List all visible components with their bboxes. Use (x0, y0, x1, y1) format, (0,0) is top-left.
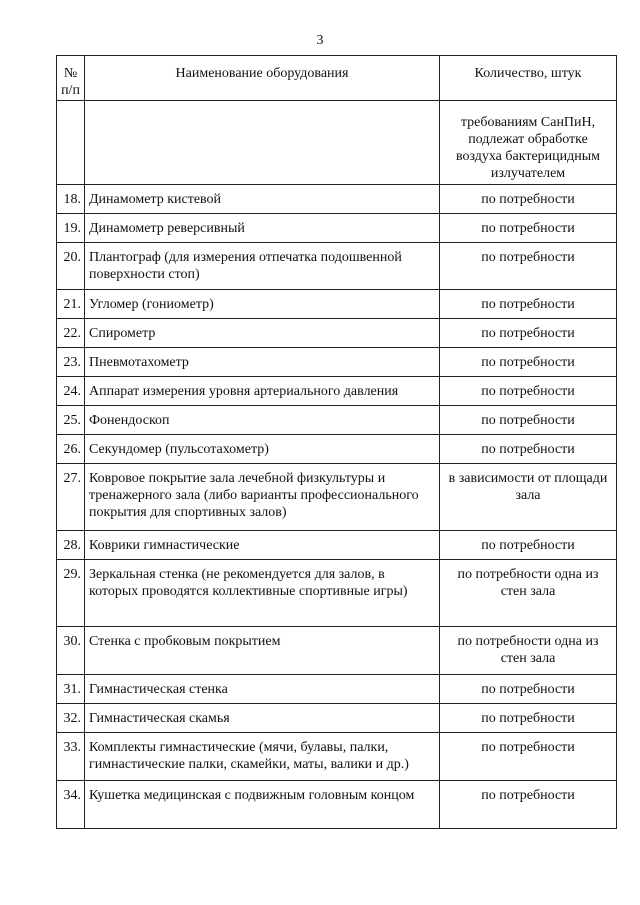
table-row (57, 560, 617, 627)
row-number: 31. (57, 675, 85, 704)
equipment-name: Плантограф (для измерения отпечатка подошвенной поверхности стоп) (85, 243, 440, 290)
continuation-name-cell (85, 101, 440, 185)
equipment-name: Стенка с пробковым покрытием (85, 627, 440, 675)
equipment-name: Зеркальная стенка (не рекомендуется для залов, в которых проводятся коллективные спортивные игры) (85, 560, 440, 627)
table-row (57, 531, 617, 560)
row-number: 19. (57, 214, 85, 243)
row-number: 26. (57, 435, 85, 464)
header-name: Наименование оборудования (85, 56, 440, 101)
row-number: 32. (57, 704, 85, 733)
equipment-quantity: по потребности (440, 733, 617, 781)
table-row (57, 243, 617, 290)
table-row-continuation (57, 101, 617, 185)
table-row (57, 214, 617, 243)
table-row (57, 733, 617, 781)
row-number: 21. (57, 290, 85, 319)
equipment-name: Гимнастическая скамья (85, 704, 440, 733)
equipment-quantity: по потребности (440, 243, 617, 290)
equipment-name: Спирометр (85, 319, 440, 348)
table-row (57, 704, 617, 733)
row-number: 30. (57, 627, 85, 675)
row-number: 33. (57, 733, 85, 781)
equipment-quantity: по потребности (440, 781, 617, 829)
equipment-quantity: по потребности (440, 704, 617, 733)
row-number: 20. (57, 243, 85, 290)
page-number: 3 (316, 33, 324, 48)
equipment-name: Динамометр кистевой (85, 185, 440, 214)
equipment-quantity: по потребности (440, 290, 617, 319)
equipment-quantity: по потребности (440, 214, 617, 243)
equipment-name: Ковровое покрытие зала лечебной физкультуры и тренажерного зала (либо варианты профессионального покрытия для спортивных залов) (85, 464, 440, 531)
table-header-row (57, 56, 617, 101)
row-number: 22. (57, 319, 85, 348)
continuation-number-cell (57, 101, 85, 185)
equipment-quantity: по потребности (440, 675, 617, 704)
equipment-name: Коврики гимнастические (85, 531, 440, 560)
equipment-name: Фонендоскоп (85, 406, 440, 435)
table-row (57, 675, 617, 704)
equipment-name: Пневмотахометр (85, 348, 440, 377)
table-row (57, 627, 617, 675)
row-number: 24. (57, 377, 85, 406)
equipment-name: Аппарат измерения уровня артериального давления (85, 377, 440, 406)
table-row (57, 435, 617, 464)
equipment-table (56, 55, 617, 829)
equipment-name: Динамометр реверсивный (85, 214, 440, 243)
equipment-quantity: по потребности (440, 319, 617, 348)
row-number: 27. (57, 464, 85, 531)
equipment-quantity: по потребности (440, 406, 617, 435)
equipment-quantity: по потребности (440, 531, 617, 560)
table-row (57, 781, 617, 829)
equipment-quantity: по потребности (440, 377, 617, 406)
equipment-quantity: в зависимости от площади зала (440, 464, 617, 531)
equipment-quantity: по потребности одна из стен зала (440, 627, 617, 675)
row-number: 34. (57, 781, 85, 829)
table-row (57, 464, 617, 531)
table-row (57, 290, 617, 319)
table-row (57, 406, 617, 435)
row-number: 25. (57, 406, 85, 435)
table-row (57, 185, 617, 214)
equipment-name: Кушетка медицинская с подвижным головным концом (85, 781, 440, 829)
equipment-quantity: по потребности (440, 185, 617, 214)
equipment-quantity: по потребности одна из стен зала (440, 560, 617, 627)
equipment-name: Комплекты гимнастические (мячи, булавы, палки, гимнастические палки, скамейки, маты, валики и др.) (85, 733, 440, 781)
row-number: 18. (57, 185, 85, 214)
equipment-name: Угломер (гониометр) (85, 290, 440, 319)
table-row (57, 348, 617, 377)
continuation-quantity-cell: требованиям СанПиН, подлежат обработке воздуха бактерицидным излучателем (440, 101, 617, 185)
table-row (57, 377, 617, 406)
table-row (57, 319, 617, 348)
row-number: 23. (57, 348, 85, 377)
row-number: 28. (57, 531, 85, 560)
header-quantity: Количество, штук (440, 56, 617, 101)
equipment-name: Гимнастическая стенка (85, 675, 440, 704)
equipment-name: Секундомер (пульсотахометр) (85, 435, 440, 464)
equipment-quantity: по потребности (440, 435, 617, 464)
equipment-quantity: по потребности (440, 348, 617, 377)
row-number: 29. (57, 560, 85, 627)
header-number: № п/п (57, 56, 85, 101)
